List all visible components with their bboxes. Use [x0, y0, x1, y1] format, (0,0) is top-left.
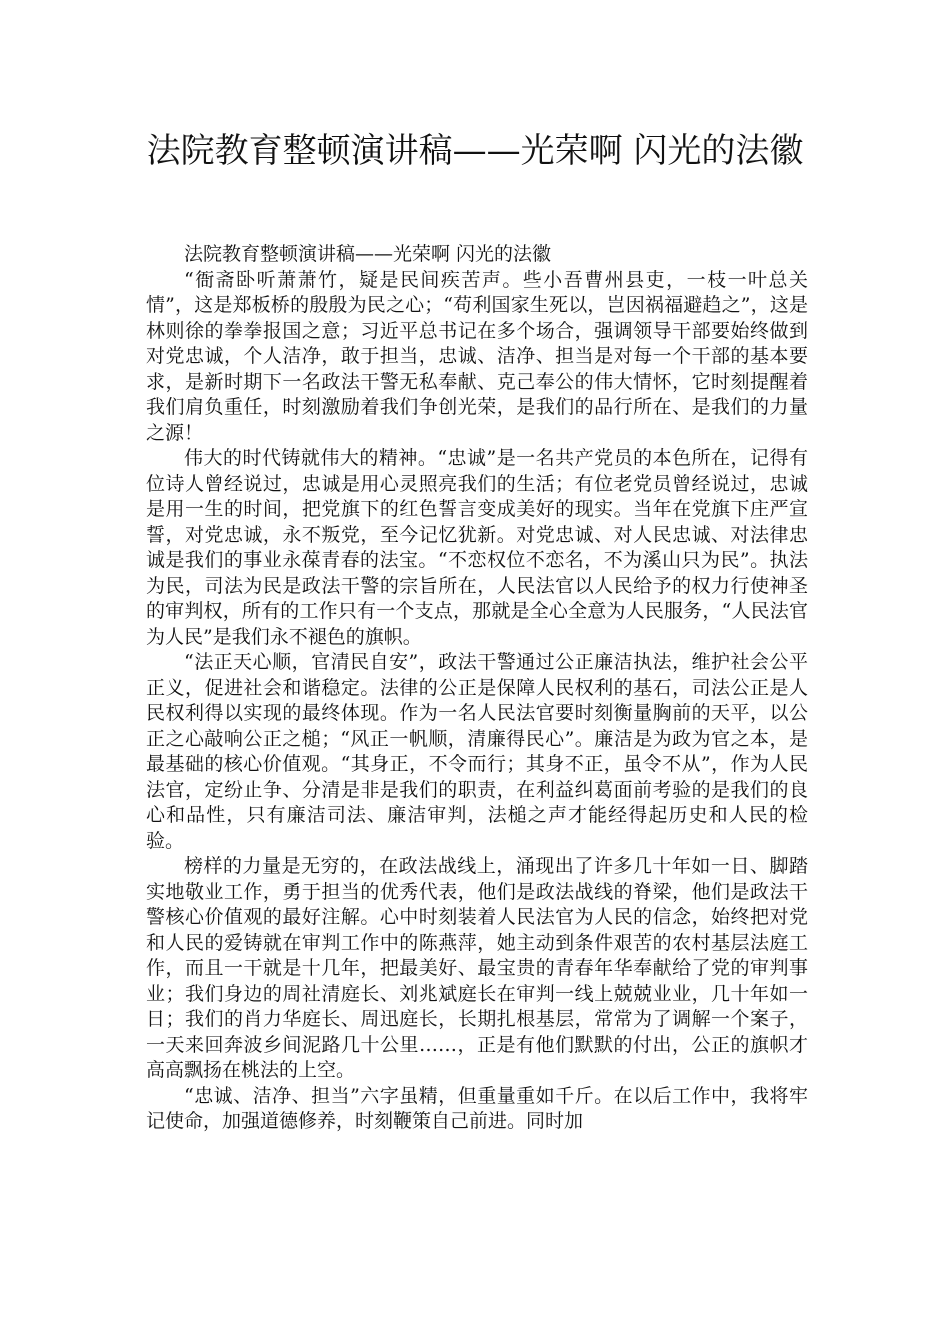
body-paragraph: 榜样的力量是无穷的，在政法战线上，涌现出了许多几十年如一日、脚踏实地敬业工作，勇于担当的优秀代表，他们是政法战线的脊梁，他们是政法干警核心价值观的最好注解。心中时刻装着人民法官为人民的信念，始终把对党和人民的爱铸就在审判工作中的陈燕萍，她主动到条件艰苦的农村基层法庭工作，而且一干就是十几年，把最美好、最宝贵的青春年华奉献给了党的审判事业；我们身边的周社清庭长、刘兆斌庭长在审判一线上兢兢业业，几十年如一日；我们的肖力华庭长、周迅庭长，长期扎根基层，常常为了调解一个案子，一天来回奔波乡间泥路几十公里……，正是有他们默默的付出，公正的旗帜才高高飘扬在桃法的上空。: [146, 855, 808, 1081]
body-paragraph: “忠诚、洁净、担当”六字虽精，但重量重如千斤。在以后工作中，我将牢记使命，加强道德修养，时刻鞭策自己前进。同时加: [146, 1084, 808, 1132]
document-title: 法院教育整顿演讲稿——光荣啊 闪光的法徽: [146, 131, 804, 171]
body-paragraph: “衙斋卧听萧萧竹，疑是民间疾苦声。些小吾曹州县吏，一枝一叶总关情”，这是郑板桥的殷殷为民之心；“苟利国家生死以，岂因祸福避趋之”，这是林则徐的拳拳报国之意；习近平总书记在多个场合，强调领导干部要始终做到对党忠诚，个人洁净，敢于担当，忠诚、洁净、担当是对每一个干部的基本要求，是新时期下一名政法干警无私奉献、克己奉公的伟大情怀，它时刻提醒着我们肩负重任，时刻激励着我们争创光荣，是我们的品行所在、是我们的力量之源！: [146, 268, 808, 444]
body-paragraph: 伟大的时代铸就伟大的精神。“忠诚”是一名共产党员的本色所在，记得有位诗人曾经说过，忠诚是用心灵照亮我们的生活；有位老党员曾经说过，忠诚是用一生的时间，把党旗下的红色誓言变成美好的现实。当年在党旗下庄严宣誓，对党忠诚，永不叛党，至今记忆犹新。对党忠诚、对人民忠诚、对法律忠诚是我们的事业永葆青春的法宝。“不恋权位不恋名，不为溪山只为民”。执法为民，司法为民是政法干警的宗旨所在，人民法官以人民给予的权力行使神圣的审判权，所有的工作只有一个支点，那就是全心全意为人民服务，“人民法官为人民”是我们永不褪色的旗帜。: [146, 447, 808, 648]
body-paragraph: “法正天心顺，官清民自安”，政法干警通过公正廉洁执法，维护社会公平正义，促进社会和谐稳定。法律的公正是保障人民权利的基石，司法公正是人民权利得以实现的最终体现。作为一名人民法官要时刻衡量胸前的天平，以公正之心敲响公正之槌；“风正一帆顺，清廉得民心”。廉洁是为政为官之本，是最基础的核心价值观。“其身正，不令而行；其身不正，虽令不从”，作为人民法官，定纷止争、分清是非是我们的职责，在利益纠葛面前考验的是我们的良心和品性，只有廉洁司法、廉洁审判，法槌之声才能经得起历史和人民的检验。: [146, 651, 808, 852]
document-body: [146, 242, 808, 1135]
body-paragraph: 法院教育整顿演讲稿——光荣啊 闪光的法徽: [184, 243, 552, 265]
